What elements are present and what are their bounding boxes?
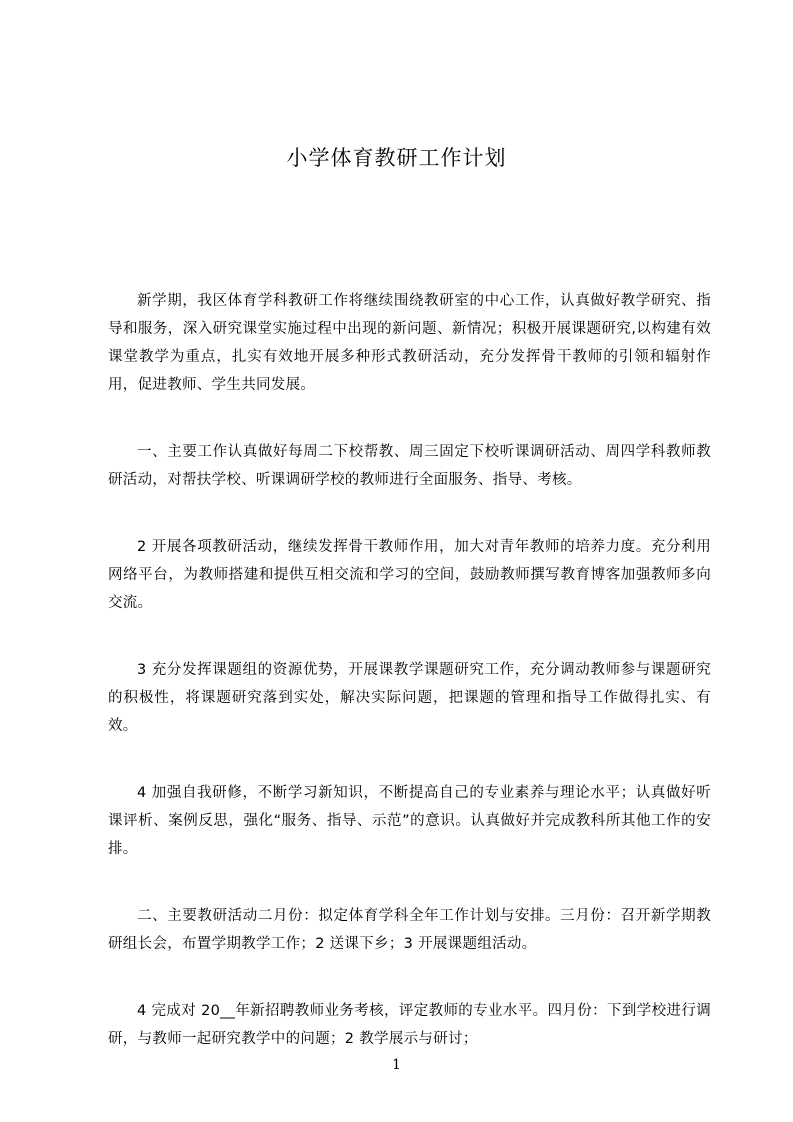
page-number: 1 [392, 1057, 401, 1073]
paragraph-activities: 二、主要教研活动二月份：拟定体育学科全年工作计划与安排。三月份：召开新学期教研组长会，布置学期教学工作；2 送课下乡；3 开展课题组活动。 [108, 908, 711, 952]
document-body [108, 287, 711, 1092]
paragraph-main-work: 一、主要工作认真做好每周二下校帮教、周三固定下校听课调研活动、周四学科教师教研活动，对帮扶学校、听课调研学校的教师进行全面服务、指导、考核。 [108, 444, 711, 488]
paragraph-item-2: 2 开展各项教研活动，继续发挥骨干教师作用，加大对青年教师的培养力度。充分利用网络平台，为教师搭建和提供互相交流和学习的空间，鼓励教师撰写教育博客加强教师多向交流。 [108, 539, 711, 611]
document-title: 小学体育教研工作计划 [286, 146, 507, 170]
paragraph-intro: 新学期，我区体育学科教研工作将继续围绕教研室的中心工作，认真做好教学研究、指导和服务，深入研究课堂实施过程中出现的新问题、新情况；积极开展课题研究,以构建有效课堂教学为重点，扎实有效地开展多种形式教研活动，充分发挥骨干教师的引领和辐射作用，促进教师、学生共同发展。 [108, 293, 711, 393]
paragraph-item-4: 4 加强自我研修，不断学习新知识，不断提高自己的专业素养与理论水平；认真做好听课评析、案例反思，强化“服务、指导、示范”的意识。认真做好并完成教科所其他工作的安排。 [108, 785, 711, 857]
paragraph-activities-cont: 4 完成对 20__年新招聘教师业务考核，评定教师的专业水平。四月份：下到学校进行调研，与教师一起研究教学中的问题；2 教学展示与研讨； [108, 1003, 711, 1047]
paragraph-item-3: 3 充分发挥课题组的资源优势，开展课教学课题研究工作，充分调动教师参与课题研究的积极性，将课题研究落到实处，解决实际问题，把课题的管理和指导工作做得扎实、有效。 [108, 662, 711, 734]
